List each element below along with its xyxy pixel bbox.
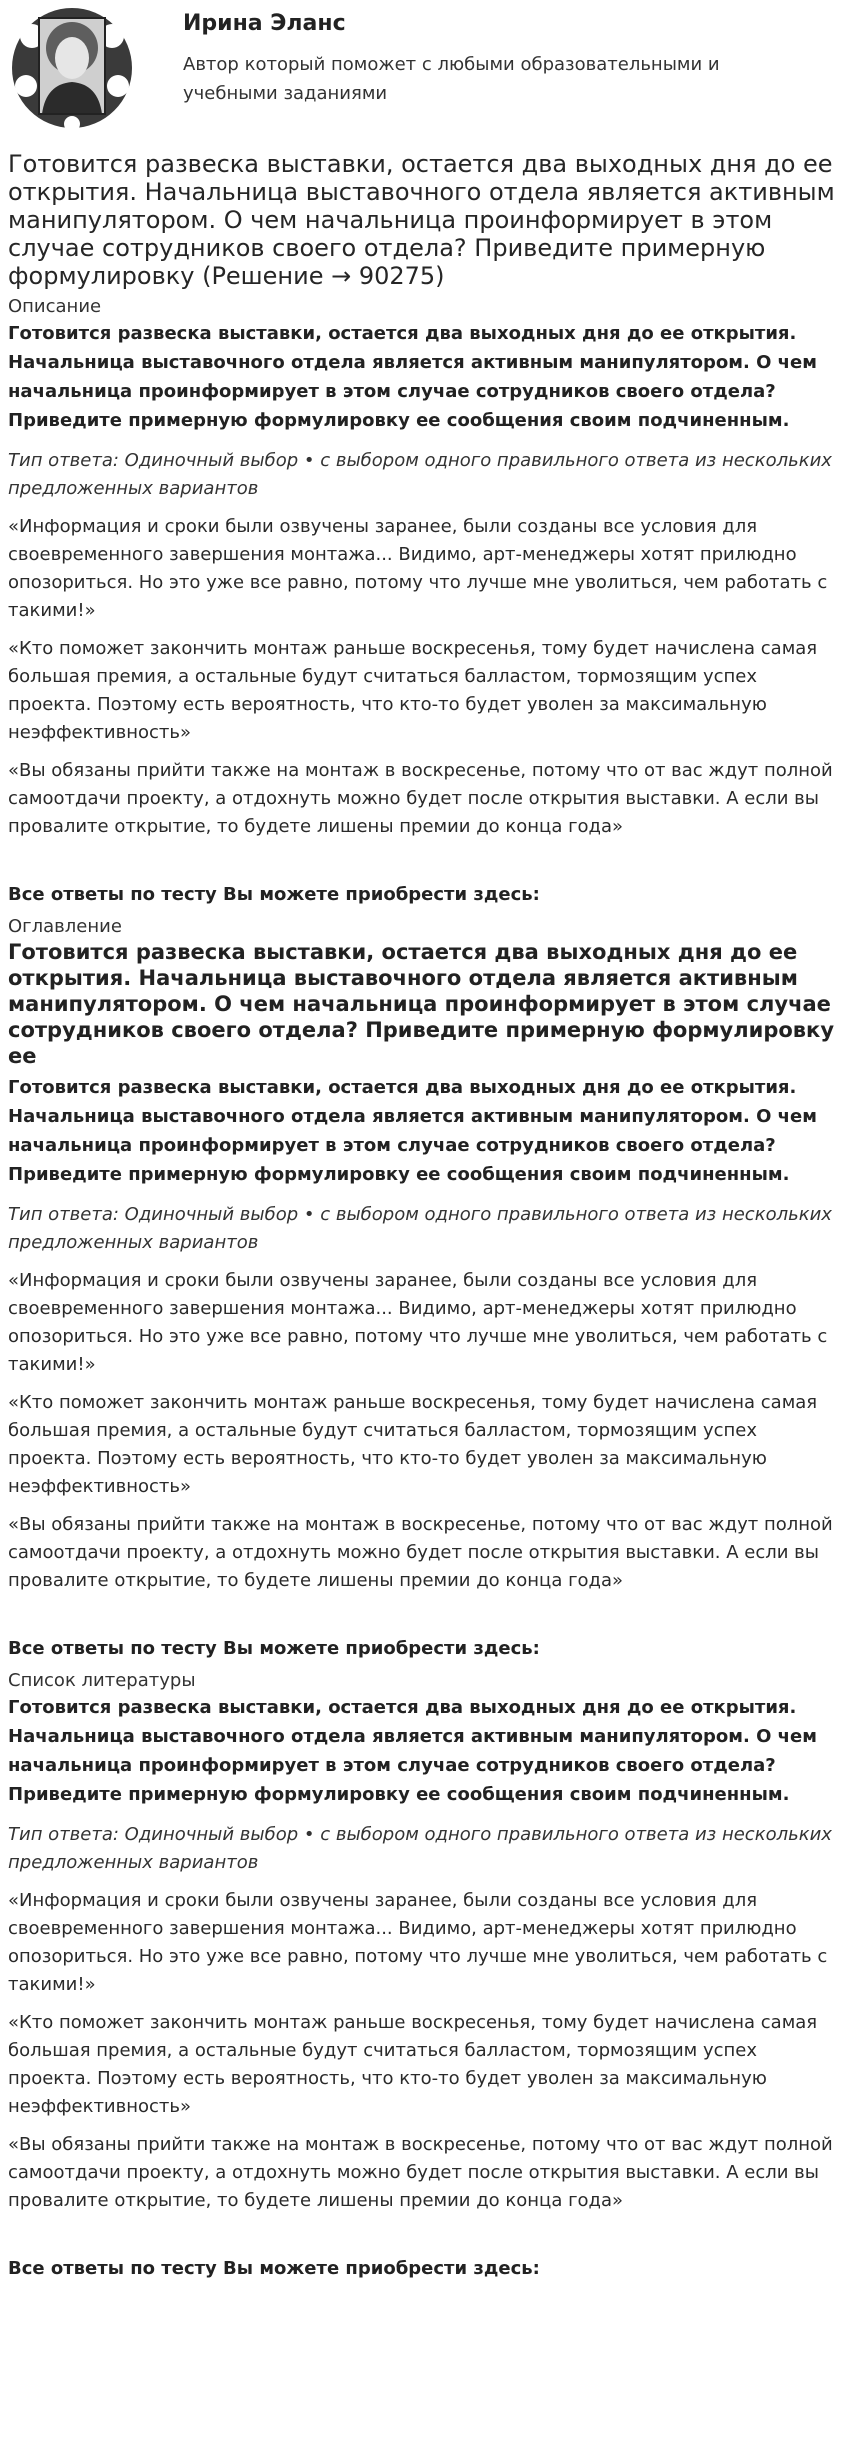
author-avatar-icon[interactable] — [6, 6, 138, 131]
main-content — [8, 150, 840, 2289]
question-text: Готовится развеска выставки, остается два выходных дня до ее открытия. Начальница выставочного отдела является активным манипулятором. О чем начальница проинформирует в этом случае сотрудников своего отдела? Приведите примерную формулировку ее сообщения своим подчиненным. — [8, 1697, 817, 1805]
answer-option: «Кто поможет закончить монтаж раньше воскресенья, тому будет начислена самая большая премия, а остальные будут считаться балластом, тормозящим успех проекта. Поэтому есть вероятность, что кто-то будет уволен за максимальную неэффективность» — [8, 1392, 818, 1497]
buy-answers-text: Все ответы по тесту Вы можете приобрести здесь: — [8, 884, 540, 905]
author-card — [0, 0, 847, 140]
answer-option: «Вы обязаны прийти также на монтаж в воскресенье, потому что от вас ждут полной самоотдачи проекту, а отдохнуть можно будет после открытия выставки. А если вы провалите открытие, то будете лишены премии до конца года» — [8, 1514, 833, 1591]
answer-option: «Информация и сроки были озвучены заранее, были созданы все условия для своевременного завершения монтажа... Видимо, арт-менеджеры хотят прилюдно опозориться. Но это уже все равно, потому что лучше мне уволиться, чем работать с такими!» — [8, 1270, 828, 1375]
answer-option: «Вы обязаны прийти также на монтаж в воскресенье, потому что от вас ждут полной самоотдачи проекту, а отдохнуть можно будет после открытия выставки. А если вы провалите открытие, то будете лишены премии до конца года» — [8, 760, 833, 837]
section-label-description: Описание — [8, 296, 102, 317]
section-label-contents: Оглавление — [8, 916, 122, 937]
buy-answers-text: Все ответы по тесту Вы можете приобрести здесь: — [8, 1638, 540, 1659]
answer-option: «Кто поможет закончить монтаж раньше воскресенья, тому будет начислена самая большая премия, а остальные будут считаться балластом, тормозящим успех проекта. Поэтому есть вероятность, что кто-то будет уволен за максимальную неэффективность» — [8, 2012, 818, 2117]
page-title: Готовится развеска выставки, остается два выходных дня до ее открытия. Начальница выставочного отдела является активным манипулятором. О чем начальница проинформирует в этом случае сотрудников своего отдела? Приведите примерную формулировку (Решение → 90275) — [8, 150, 835, 290]
author-description: Автор который поможет с любыми образовательными и учебными заданиями — [183, 54, 720, 104]
question-text: Готовится развеска выставки, остается два выходных дня до ее открытия. Начальница выставочного отдела является активным манипулятором. О чем начальница проинформирует в этом случае сотрудников своего отдела? Приведите примерную формулировку ее сообщения своим подчиненным. — [8, 1077, 817, 1185]
author-name[interactable]: Ирина Эланс — [183, 11, 346, 36]
answer-option: «Информация и сроки были озвучены заранее, были созданы все условия для своевременного завершения монтажа... Видимо, арт-менеджеры хотят прилюдно опозориться. Но это уже все равно, потому что лучше мне уволиться, чем работать с такими!» — [8, 1890, 828, 1995]
question-text: Готовится развеска выставки, остается два выходных дня до ее открытия. Начальница выставочного отдела является активным манипулятором. О чем начальница проинформирует в этом случае сотрудников своего отдела? Приведите примерную формулировку ее сообщения своим подчиненным. — [8, 323, 817, 431]
buy-answers-text: Все ответы по тесту Вы можете приобрести здесь: — [8, 2258, 540, 2279]
answer-type: Тип ответа: Одиночный выбор • с выбором одного правильного ответа из нескольких предложенных вариантов — [8, 1204, 832, 1253]
description-section — [8, 295, 840, 909]
references-section — [8, 1669, 840, 2283]
contents-heading: Готовится развеска выставки, остается два выходных дня до ее открытия. Начальница выставочного отдела является активным манипулятором. О чем начальница проинформирует в этом случае сотрудников своего отдела? Приведите примерную формулировку ее — [8, 940, 835, 1068]
answer-option: «Кто поможет закончить монтаж раньше воскресенья, тому будет начислена самая большая премия, а остальные будут считаться балластом, тормозящим успех проекта. Поэтому есть вероятность, что кто-то будет уволен за максимальную неэффективность» — [8, 638, 818, 743]
section-label-references: Список литературы — [8, 1670, 196, 1691]
answer-type: Тип ответа: Одиночный выбор • с выбором одного правильного ответа из нескольких предложенных вариантов — [8, 1824, 832, 1873]
answer-option: «Информация и сроки были озвучены заранее, были созданы все условия для своевременного завершения монтажа... Видимо, арт-менеджеры хотят прилюдно опозориться. Но это уже все равно, потому что лучше мне уволиться, чем работать с такими!» — [8, 516, 828, 621]
answer-option: «Вы обязаны прийти также на монтаж в воскресенье, потому что от вас ждут полной самоотдачи проекту, а отдохнуть можно будет после открытия выставки. А если вы провалите открытие, то будете лишены премии до конца года» — [8, 2134, 833, 2211]
answer-type: Тип ответа: Одиночный выбор • с выбором одного правильного ответа из нескольких предложенных вариантов — [8, 450, 832, 499]
contents-section — [8, 915, 840, 1663]
